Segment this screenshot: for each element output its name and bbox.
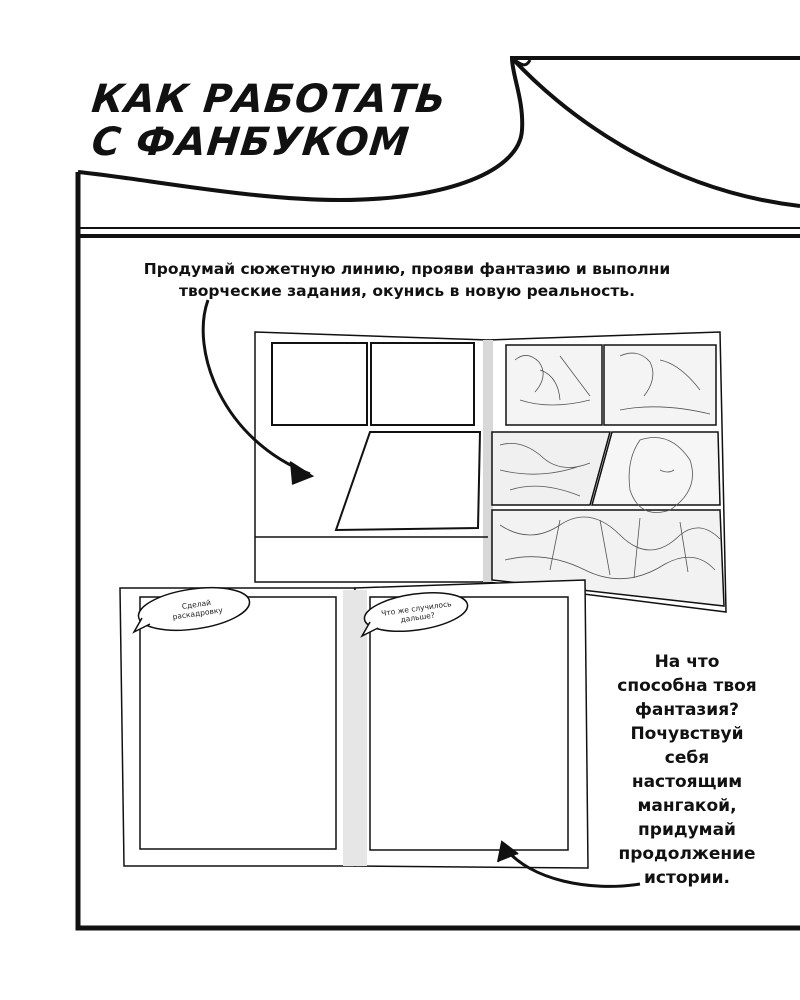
fanbook-spread (120, 580, 588, 868)
intro-caption: Продумай сюжетную линию, прояви фантазию и выполни творческие задания, окунись в новую реальность. (143, 260, 671, 300)
page-title-line1: КАК РАБОТАТЬ (89, 77, 449, 122)
manga-spread (255, 332, 726, 612)
speech-bubble-left-text: Сделай раскадровку (171, 598, 224, 622)
side-caption: На что способна твоя фантазия? Почувствуй себя настоящим мангакой, придумай продолжение истории. (617, 652, 757, 888)
page-title-line2: С ФАНБУКОМ (89, 120, 412, 165)
speech-bubble-right-text: Что же случилось дальше? (380, 599, 453, 625)
